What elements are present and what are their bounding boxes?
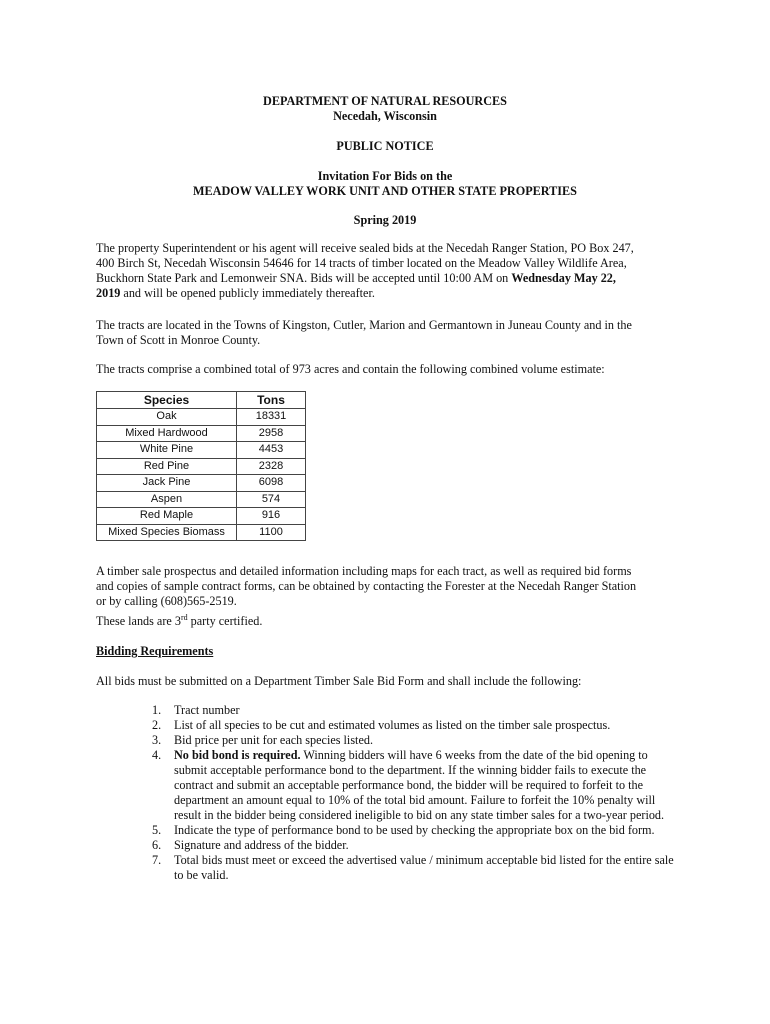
species-cell: Mixed Hardwood	[97, 425, 237, 442]
bid-date-emphasis: Wednesday May 22,	[511, 271, 616, 285]
table-row	[97, 491, 306, 508]
item-text: Tract number	[174, 703, 240, 717]
table-row	[97, 442, 306, 459]
intro-paragraph	[96, 241, 696, 301]
tons-header: Tons	[237, 392, 306, 409]
item-number: 1.	[152, 703, 162, 717]
item-text: submit acceptable performance bond to the department. If the winning bidder fails to execute the	[174, 763, 647, 777]
table-header-row	[97, 392, 306, 409]
item-number: 2.	[152, 718, 162, 732]
department-heading: DEPARTMENT OF NATURAL RESOURCES	[263, 94, 507, 108]
tons-cell: 4453	[237, 442, 306, 459]
tons-cell: 574	[237, 491, 306, 508]
item-text: result in the bidder being considered ineligible to bid on any state timber sales for a two-year period.	[174, 808, 665, 822]
bond-notice-emphasis: No bid bond is required.	[174, 748, 301, 762]
location-heading: Necedah, Wisconsin	[333, 109, 437, 123]
item-text: Bid price per unit for each species listed.	[174, 733, 373, 747]
tons-cell: 2328	[237, 458, 306, 475]
table-row	[97, 458, 306, 475]
item-number: 3.	[152, 733, 162, 747]
table-row	[97, 409, 306, 426]
item-number: 4.	[152, 748, 162, 762]
intro-line: 400 Birch St, Necedah Wisconsin 54646 for 14 tracts of timber located on the Meadow Valley Wildlife Area,	[96, 256, 627, 270]
certification-paragraph	[96, 614, 696, 629]
prospectus-line: or by calling (608)565-2519.	[96, 594, 237, 608]
list-item	[152, 838, 702, 853]
list-item	[152, 703, 702, 718]
item-text: Total bids must meet or exceed the advertised value / minimum acceptable bid listed for the entire sale	[174, 853, 674, 867]
item-number: 6.	[152, 838, 162, 852]
season-heading: Spring 2019	[353, 213, 417, 227]
intro-text: Buckhorn State Park and Lemonweir SNA. Bids will be accepted until 10:00 AM on	[96, 271, 512, 285]
ordinal-suffix: rd	[180, 612, 188, 622]
species-header: Species	[97, 392, 237, 409]
requirements-list	[152, 703, 702, 883]
item-text: Winning bidders will have 6 weeks from the date of the bid opening to	[300, 748, 648, 762]
location-line: Town of Scott in Monroe County.	[96, 333, 261, 347]
species-cell: Jack Pine	[97, 475, 237, 492]
bid-year-emphasis: 2019	[96, 286, 121, 300]
table-row	[97, 508, 306, 525]
intro-line: The property Superintendent or his agent will receive sealed bids at the Necedah Ranger Station, PO Box 247,	[96, 241, 634, 255]
volume-table	[96, 391, 306, 541]
item-text: contract and submit an acceptable performance bond, the bidder will be required to forfeit to the	[174, 778, 644, 792]
certification-text: party certified.	[187, 614, 263, 628]
species-cell: Oak	[97, 409, 237, 426]
tons-cell: 6098	[237, 475, 306, 492]
list-item	[152, 823, 702, 838]
item-text: Indicate the type of performance bond to be used by checking the appropriate box on the bid form.	[174, 823, 655, 837]
prospectus-line: and copies of sample contract forms, can be obtained by contacting the Forester at the Necedah Ranger Station	[96, 579, 637, 593]
item-text: to be valid.	[174, 868, 229, 882]
list-item	[152, 853, 702, 883]
item-text: Signature and address of the bidder.	[174, 838, 349, 852]
bidding-intro: All bids must be submitted on a Department Timber Sale Bid Form and shall include the following:	[96, 674, 582, 688]
list-item	[152, 718, 702, 733]
tons-cell: 2958	[237, 425, 306, 442]
unit-heading: MEADOW VALLEY WORK UNIT AND OTHER STATE PROPERTIES	[193, 184, 577, 198]
table-row	[97, 524, 306, 541]
item-text-line	[174, 748, 702, 763]
intro-text: and will be opened publicly immediately thereafter.	[120, 286, 375, 300]
species-cell: Aspen	[97, 491, 237, 508]
bidding-requirements-heading: Bidding Requirements	[96, 644, 214, 658]
item-text: List of all species to be cut and estimated volumes as listed on the timber sale prospectus.	[174, 718, 611, 732]
certification-text: These lands are 3	[96, 614, 181, 628]
species-cell: Red Pine	[97, 458, 237, 475]
list-item	[152, 748, 702, 823]
location-line: The tracts are located in the Towns of Kingston, Cutler, Marion and Germantown in Juneau County and in the	[96, 318, 632, 332]
volume-intro: The tracts comprise a combined total of 973 acres and contain the following combined volume estimate:	[96, 362, 605, 376]
tons-cell: 1100	[237, 524, 306, 541]
notice-heading: PUBLIC NOTICE	[336, 139, 434, 153]
location-paragraph	[96, 318, 696, 348]
species-cell: Red Maple	[97, 508, 237, 525]
intro-line	[96, 271, 696, 286]
species-cell: White Pine	[97, 442, 237, 459]
species-cell: Mixed Species Biomass	[97, 524, 237, 541]
item-number: 5.	[152, 823, 162, 837]
tons-cell: 18331	[237, 409, 306, 426]
intro-line	[96, 286, 696, 301]
item-number: 7.	[152, 853, 162, 867]
prospectus-line: A timber sale prospectus and detailed information including maps for each tract, as well as required bid forms	[96, 564, 632, 578]
list-item	[152, 733, 702, 748]
prospectus-paragraph	[96, 564, 696, 609]
tons-cell: 916	[237, 508, 306, 525]
table-row	[97, 475, 306, 492]
table-row	[97, 425, 306, 442]
invitation-heading: Invitation For Bids on the	[317, 169, 453, 183]
item-text: department an amount equal to 10% of the total bid amount. Failure to forfeit the 10% penalty will	[174, 793, 656, 807]
